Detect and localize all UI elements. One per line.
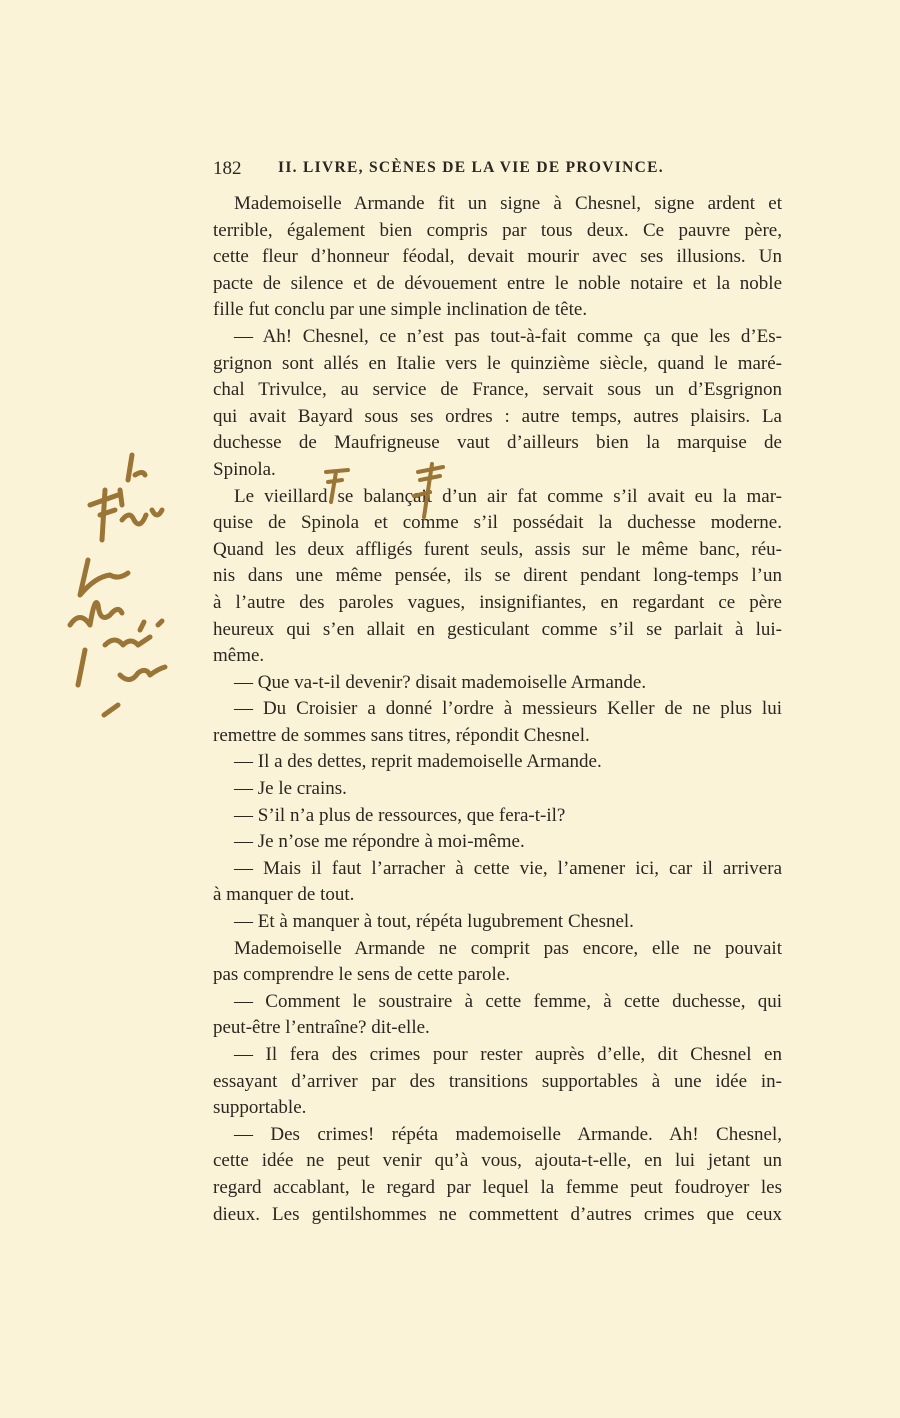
text-line: qui avait Bayard sous ses ordres : autre temps, autres plaisirs. La	[213, 405, 782, 427]
text-line: — S’il n’a plus de ressources, que fera-t-il?	[234, 804, 566, 826]
text-line: Le vieillard se balançait d’un air fat comme s’il avait eu la mar-	[234, 485, 782, 507]
text-line: — Je n’ose me répondre à moi-même.	[234, 831, 525, 853]
running-title: II. LIVRE, SCÈNES DE LA VIE DE PROVINCE.	[278, 159, 664, 176]
page-header	[213, 158, 713, 184]
text-line: cette idée ne peut venir qu’à vous, ajouta-t-elle, en lui jetant un	[213, 1150, 782, 1172]
body-text	[213, 191, 782, 1228]
text-line: — Il fera des crimes pour rester auprès d’elle, dit Chesnel en	[234, 1044, 782, 1065]
text-line: cette fleur d’honneur féodal, devait mourir avec ses illusions. Un	[213, 246, 782, 268]
text-line: — Que va-t-il devenir? disait mademoiselle Armande.	[234, 671, 647, 693]
text-line: heureux qui s’en allait en gesticulant comme s’il se parlait à lui-	[213, 618, 782, 640]
text-line: nis dans une même pensée, ils se dirent pendant long-temps l’un	[213, 565, 782, 587]
text-line: terrible, également bien compris par tous deux. Ce pauvre père,	[213, 219, 782, 241]
text-line: Spinola.	[213, 458, 276, 480]
text-line: chal Trivulce, au service de France, servait sous un d’Esgrignon	[213, 379, 782, 401]
text-line: — Je le crains.	[234, 778, 347, 800]
text-line: Mademoiselle Armande ne comprit pas encore, elle ne pouvait	[234, 937, 782, 959]
text-line: dieux. Les gentilshommes ne commettent d’autres crimes que ceux	[213, 1203, 782, 1225]
text-line: — Ah! Chesnel, ce n’est pas tout-à-fait comme ça que les d’Es-	[234, 325, 782, 347]
text-line: Mademoiselle Armande fit un signe à Chesnel, signe ardent et	[234, 193, 782, 214]
text-line: pas comprendre le sens de cette parole.	[213, 964, 511, 986]
handwritten-insertion-mark-icon	[318, 462, 458, 532]
text-line: supportable.	[213, 1097, 307, 1119]
text-line: à l’autre des paroles vagues, insignifiantes, en regardant ce père	[213, 591, 782, 613]
page-number: 182	[213, 158, 242, 179]
text-line: à manquer de tout.	[213, 884, 355, 906]
text-line: regard accablant, le regard par lequel la femme peut foudroyer les	[213, 1176, 782, 1198]
text-line: — Du Croisier a donné l’ordre à messieurs Keller de ne plus lui	[234, 698, 782, 720]
text-line: pacte de silence et de dévouement entre le noble notaire et la noble	[213, 272, 782, 294]
text-line: grignon sont allés en Italie vers le quinzième siècle, quand le maré-	[213, 352, 782, 374]
text-line: fille fut conclu par une simple inclination de tête.	[213, 299, 588, 321]
text-line: — Il a des dettes, reprit mademoiselle Armande.	[234, 751, 602, 773]
text-line: essayant d’arriver par des transitions supportables à une idée in-	[213, 1070, 782, 1092]
text-line: Quand les deux affligés furent seuls, assis sur le même banc, réu-	[213, 538, 782, 560]
text-line: peut-être l’entraîne? dit-elle.	[213, 1017, 430, 1039]
text-line: duchesse de Maufrigneuse vaut d’ailleurs bien la marquise de	[213, 432, 782, 454]
text-line: remettre de sommes sans titres, répondit Chesnel.	[213, 724, 590, 746]
handwritten-margin-note-icon	[60, 450, 200, 720]
text-line: — Comment le soustraire à cette femme, à cette duchesse, qui	[234, 990, 782, 1012]
text-line: quise de Spinola et comme s’il possédait la duchesse moderne.	[213, 512, 782, 534]
text-line: — Mais il faut l’arracher à cette vie, l’amener ici, car il arrivera	[234, 857, 782, 879]
text-line: même.	[213, 645, 265, 667]
text-line: — Et à manquer à tout, répéta lugubrement Chesnel.	[234, 911, 634, 933]
text-line: — Des crimes! répéta mademoiselle Armande. Ah! Chesnel,	[234, 1123, 782, 1145]
